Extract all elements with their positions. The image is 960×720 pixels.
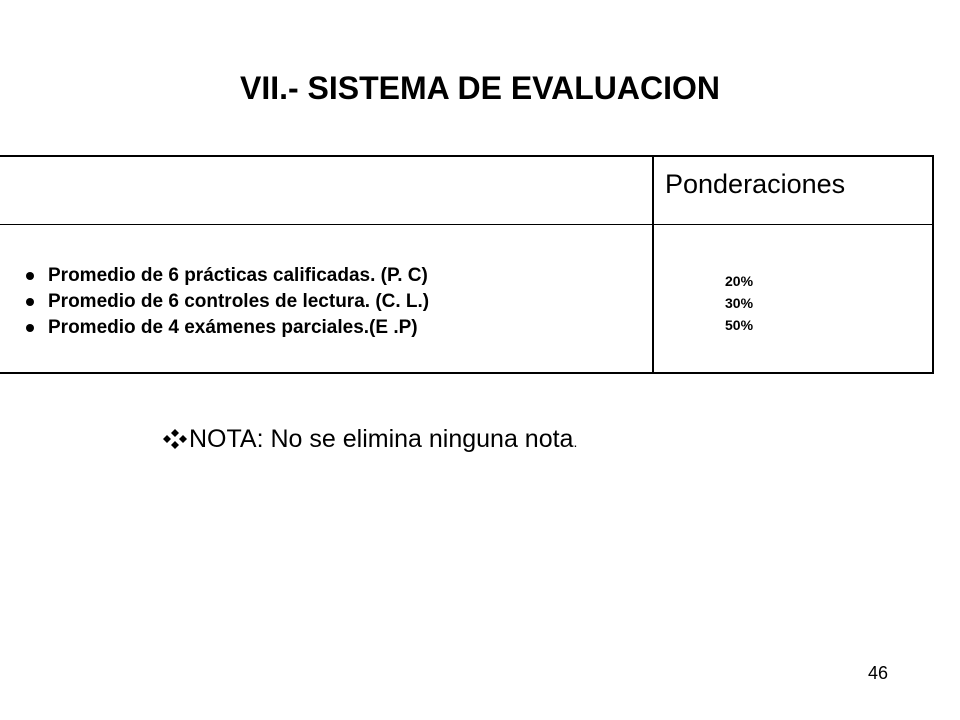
list-item	[22, 289, 429, 315]
criteria-label: Promedio de 4 exámenes parciales.(E .P)	[48, 317, 418, 338]
four-diamond-bullet-icon	[163, 429, 187, 449]
table-header-weights: Ponderaciones	[665, 169, 846, 199]
column-divider	[652, 157, 654, 372]
table-header-row	[0, 157, 932, 225]
evaluation-table	[0, 155, 934, 374]
weight-value: 50%	[725, 317, 754, 333]
list-item	[22, 263, 429, 289]
weight-value: 30%	[725, 295, 754, 311]
criteria-label: Promedio de 6 prácticas calificadas. (P. C)	[48, 265, 428, 286]
page-number: 46	[868, 663, 889, 683]
weight-value: 20%	[725, 273, 754, 289]
criteria-label: Promedio de 6 controles de lectura. (C. L.)	[48, 291, 430, 312]
note-period: .	[573, 434, 578, 450]
note	[163, 421, 577, 460]
bullet-icon	[26, 324, 34, 332]
slide-title: VII.- SISTEMA DE EVALUACION	[239, 70, 721, 106]
criteria-list	[22, 263, 429, 341]
bullet-icon	[26, 298, 34, 306]
weights-list	[725, 270, 753, 336]
note-text: NOTA: No se elimina ninguna nota	[189, 425, 574, 453]
list-item	[22, 315, 429, 341]
bullet-icon	[26, 272, 34, 280]
